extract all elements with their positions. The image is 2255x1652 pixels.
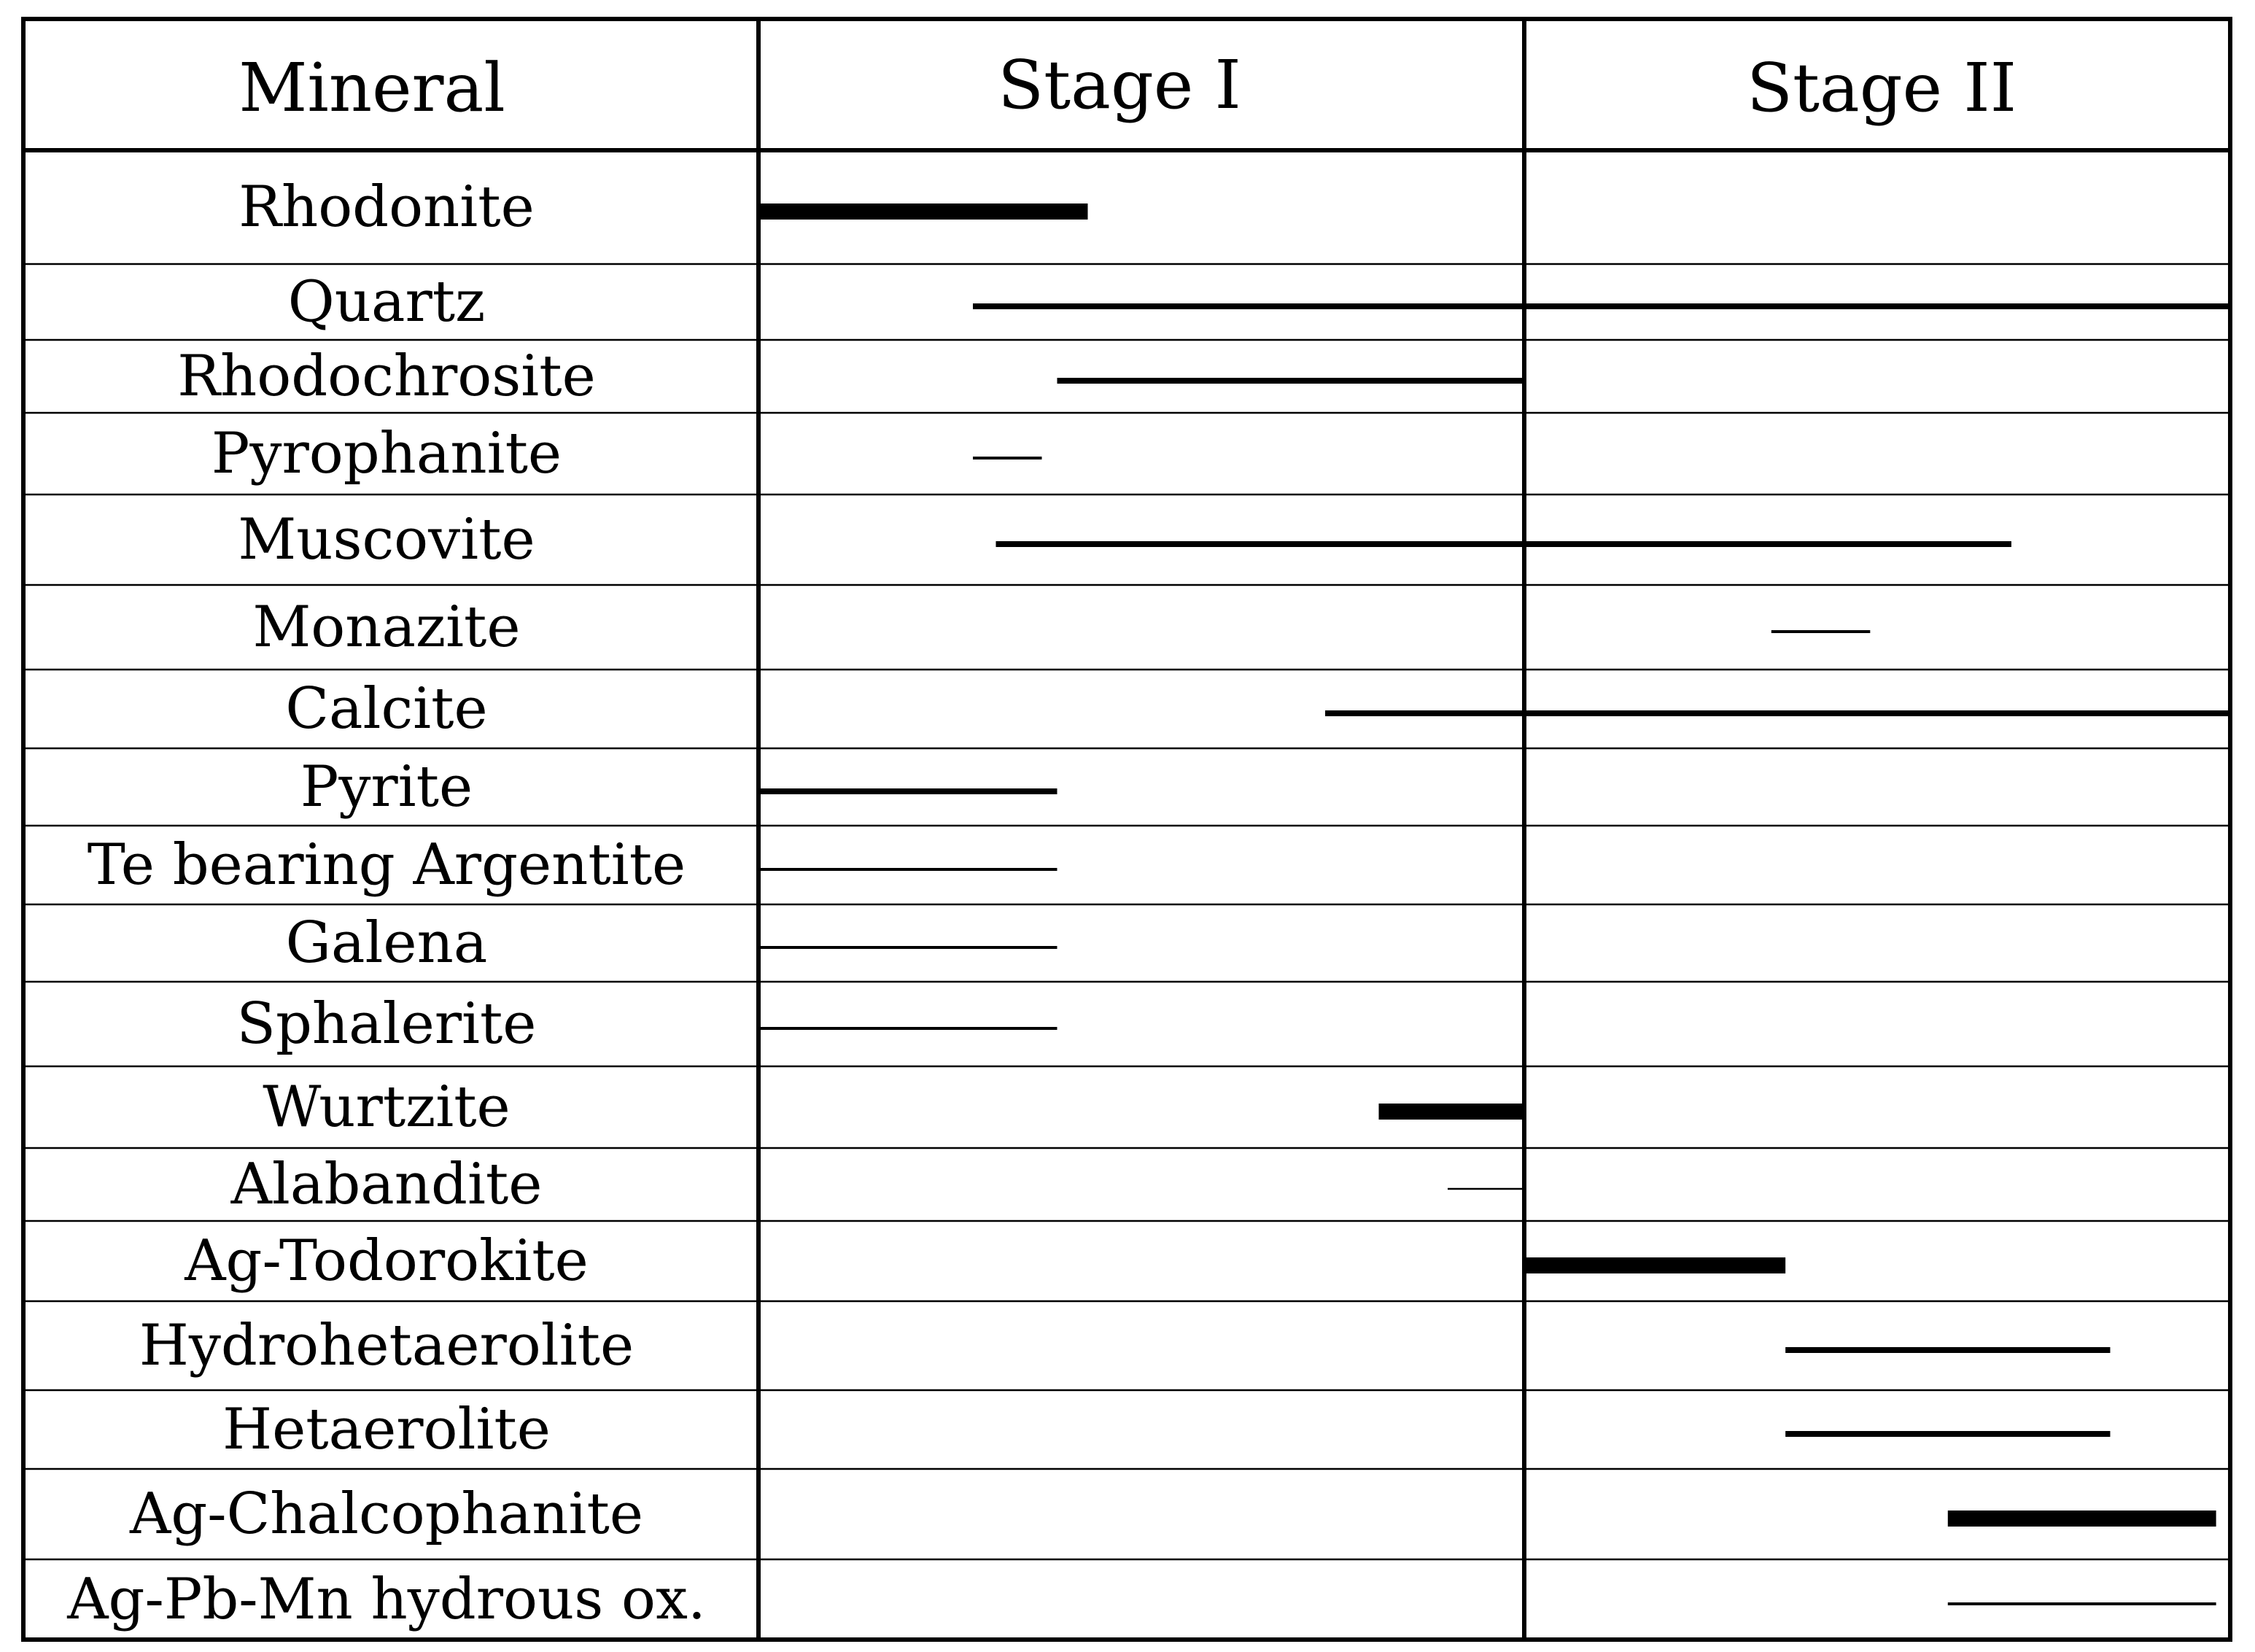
header-stage-2: Stage II bbox=[1746, 49, 2017, 127]
mineral-label: Calcite bbox=[285, 676, 488, 742]
mineral-label-column bbox=[66, 174, 706, 1632]
table-header-row bbox=[238, 46, 2017, 127]
mineral-label: Rhodonite bbox=[238, 174, 535, 240]
mineral-label: Rhodochrosite bbox=[177, 344, 596, 409]
mineral-label: Ag-Todorokite bbox=[185, 1228, 589, 1294]
mineral-label: Wurtzite bbox=[263, 1074, 511, 1140]
mineral-label: Monazite bbox=[252, 594, 521, 660]
mineral-label: Sphalerite bbox=[236, 991, 537, 1057]
mineral-label: Galena bbox=[285, 910, 488, 976]
duration-bars bbox=[758, 212, 2230, 1604]
mineral-label: Pyrophanite bbox=[211, 421, 562, 486]
mineral-label: Alabandite bbox=[230, 1152, 543, 1217]
header-stage-1: Stage I bbox=[998, 46, 1241, 124]
header-mineral: Mineral bbox=[238, 49, 505, 127]
mineral-label: Pyrite bbox=[300, 754, 473, 820]
mineral-label: Quartz bbox=[287, 269, 486, 335]
mineral-label: Hydrohetaerolite bbox=[139, 1313, 634, 1378]
mineral-label: Muscovite bbox=[238, 507, 535, 573]
mineral-label: Hetaerolite bbox=[222, 1397, 551, 1462]
mineral-label: Ag-Chalcophanite bbox=[130, 1481, 643, 1547]
mineral-label: Te bearing Argentite bbox=[87, 832, 686, 898]
mineral-label: Ag-Pb-Mn hydrous ox. bbox=[67, 1567, 706, 1632]
